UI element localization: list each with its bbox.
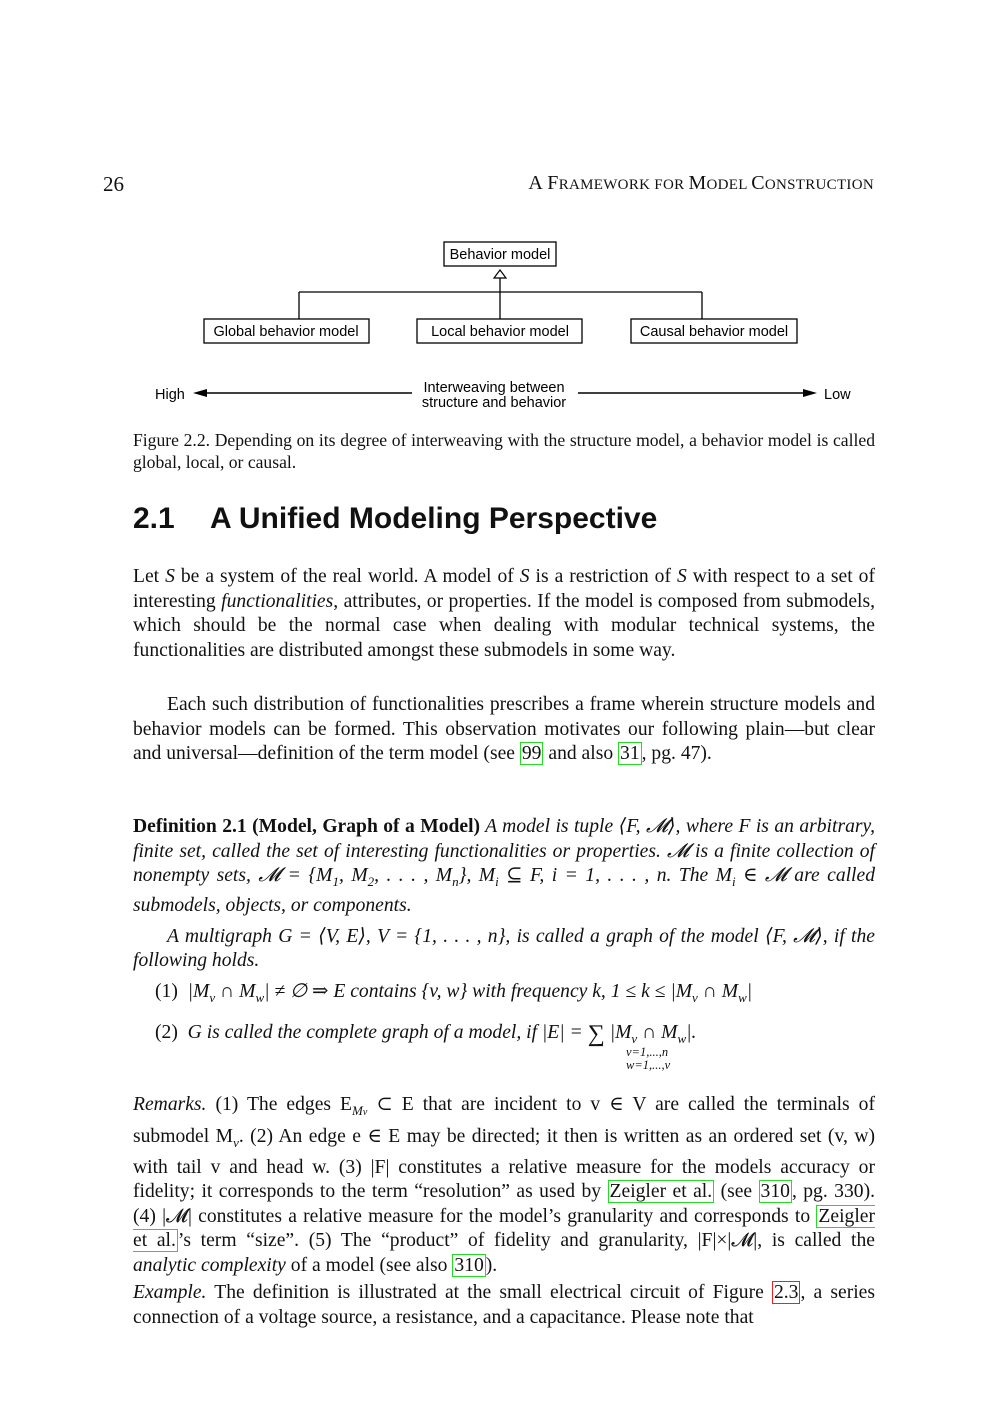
running-header-a: A F <box>528 172 559 194</box>
running-header <box>528 172 874 195</box>
section-number: 2.1 <box>133 502 175 535</box>
running-header-b: RAMEWORK FOR <box>558 177 689 193</box>
section-heading <box>133 502 657 536</box>
inheritance-arrow-icon <box>494 270 506 278</box>
running-header-f: ONSTRUCTION <box>764 177 874 193</box>
axis-center-line1: Interweaving between <box>423 380 565 396</box>
global-box-label: Global behavior model <box>213 324 359 340</box>
citation-link-zeigler-1[interactable]: Zeigler et al. <box>609 1181 713 1203</box>
definition-multigraph: A multigraph G = ⟨V, E⟩, V = {1, . . . , n}, is called a graph of the model ⟨F, 𝓜⟩, if the following holds. <box>133 925 875 972</box>
example-paragraph: Example. The definition is illustrated at the small electrical circuit of Figure 2.3 , a series connection of a voltage source, a resistance, and a capacitance. Please note that <box>133 1282 875 1328</box>
left-arrow-icon <box>193 389 207 397</box>
figure-link-2-3[interactable]: 2.3 <box>773 1282 799 1303</box>
paragraph-1: Let S be a system of the real world. A model of S is a restriction of S with respect to a set of interesting functionalities, attributes, or properties. If the model is composed from submodels, which should be the normal case when dealing with modular technical systems, the functionalities are distributed amongst these submodels in some way. <box>133 566 876 661</box>
citation-link-310-a[interactable]: 310 <box>760 1181 790 1203</box>
citation-link-99[interactable]: 99 <box>521 743 542 764</box>
definition-2-1: Definition 2.1 (Model, Graph of a Model) A model is tuple ⟨F, 𝓜⟩, where F is an arbitrary, finite set, called the set of interesting functionalities or properties. 𝓜 is a finite collection of nonempty sets, 𝓜 = {$M_1$, $M_2$, . . . , $M_n$}, $M_i$ ⊆ F, i = 1, . . . , n. The $M_i$ ∈ 𝓜 are called submodels, objects, or components. A multigraph G = ⟨V, E⟩, V = {1, . . . , n}, is called a graph of the model ⟨F, 𝓜⟩, if the following holds. <box>133 815 875 974</box>
axis-low-label: Low <box>824 387 851 403</box>
page-number: 26 <box>103 172 124 196</box>
citation-link-310-b[interactable]: 310 <box>454 1254 484 1276</box>
summation-limits: v=1,...,n w=1,...,v <box>626 1045 671 1072</box>
root-box-label: Behavior model <box>449 247 551 263</box>
local-box-label: Local behavior model <box>431 324 569 340</box>
axis-high-label: High <box>155 387 185 403</box>
citation-link-zeigler-2[interactable]: Zeigler et al. <box>133 1205 875 1252</box>
paragraph-2: Each such distribution of functionalities prescribes a frame wherein structure models and behavior models can be formed. This observation motivates our following plain—but clear and universal—definition of the term model (see 99 and also 31 , pg. 47). <box>133 694 875 764</box>
definition-item-1: (1) $|M_v$ ∩ $M_w|$ ≠ ∅ ⇒ E contains {v, w} with frequency k, $1 \le k \le |M_v$ ∩ $M_w|$ <box>155 981 753 1005</box>
figure-caption: Figure 2.2. Depending on its degree of interweaving with the structure model, a behavior model is called global, local, or causal. <box>133 430 875 472</box>
section-title: A Unified Modeling Perspective <box>210 502 658 535</box>
running-header-e: C <box>751 172 765 194</box>
definition-item-2: (2) G is called the complete graph of a model, if |E| = ∑ $|M_v$ ∩ $M_w|$. <box>155 1021 697 1047</box>
summation-symbol: ∑ <box>587 1021 605 1047</box>
running-header-c: M <box>688 172 707 194</box>
causal-box-label: Causal behavior model <box>639 324 789 340</box>
running-header-d: ODEL <box>706 177 752 193</box>
definition-title: Definition 2.1 (Model, Graph of a Model) <box>133 816 481 837</box>
citation-link-31[interactable]: 31 <box>620 743 640 764</box>
remarks-paragraph: Remarks. (1) The edges $E_{Mv}$ ⊂ E that are incident to v ∈ V are called the terminals of submodel $M_v$. (2) An edge e ∈ E may be directed; it then is written as an ordered set (v, w) with tail v and head w. (3) |F| constitutes a relative measure for the models accuracy or fidelity; it corresponds to the term “resolution” as used by Zeigler et al. (see 310 , pg. 330). (4) |𝓜| constitutes a relative measure for the model’s granularity and corresponds to Zeigler et al. ’s term “size”. (5) The “product” of fidelity and granularity, |F|×|𝓜|, is called the analytic complexity of a model (see also 310 ). <box>133 1094 875 1276</box>
right-arrow-icon <box>803 389 817 397</box>
behavior-model-diagram <box>140 236 870 416</box>
axis-center-line2: structure and behavior <box>421 395 567 411</box>
